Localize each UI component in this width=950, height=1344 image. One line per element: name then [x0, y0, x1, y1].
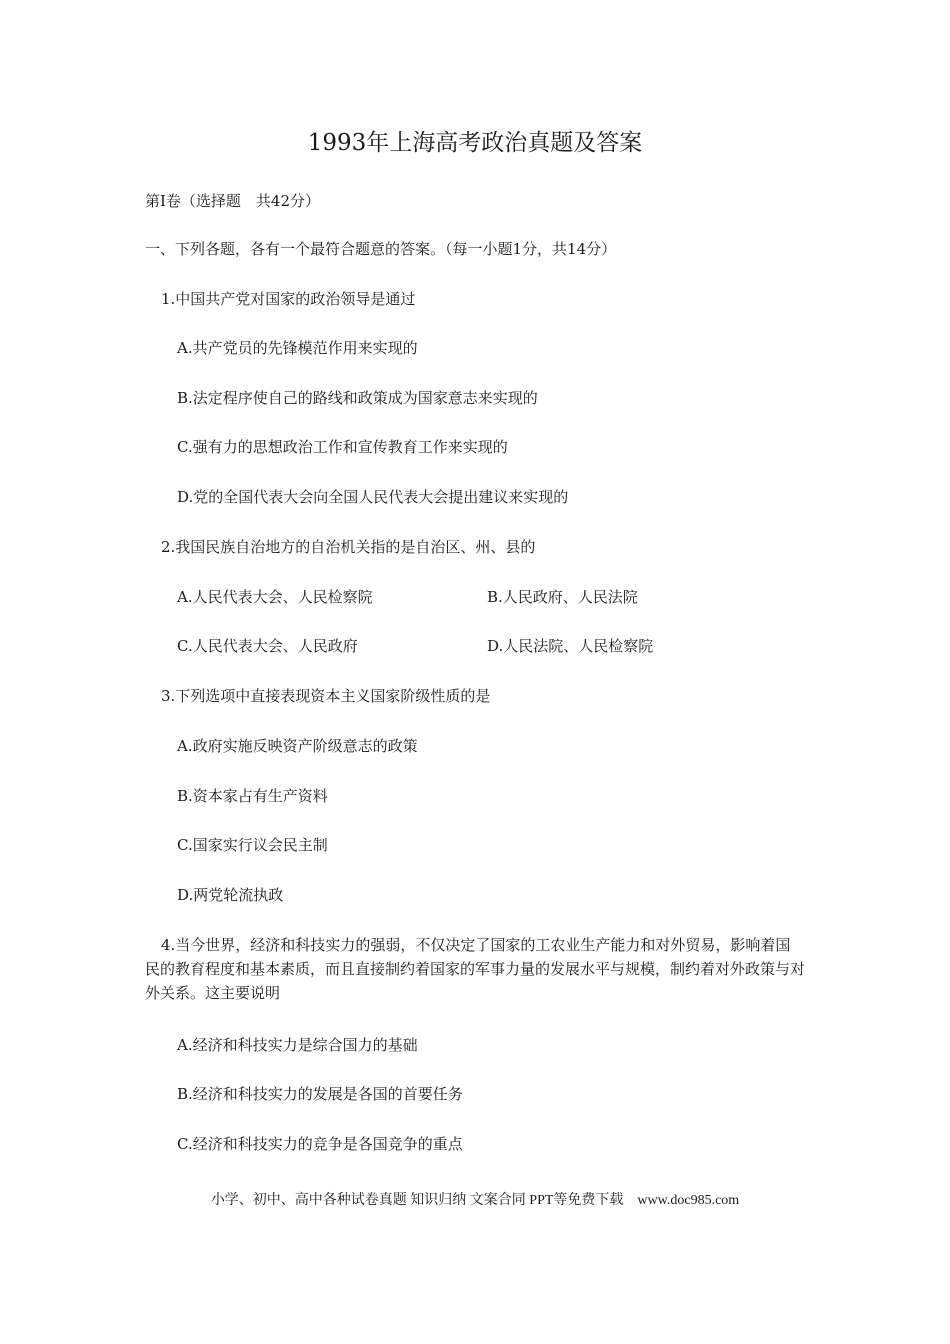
- question-1-stem: 1.中国共产党对国家的政治领导是通过: [161, 290, 416, 308]
- question-3-option-c: C.国家实行议会民主制: [177, 836, 328, 854]
- document-title: 1993年上海高考政治真题及答案: [307, 130, 643, 156]
- volume-heading: 第Ⅰ卷（选择题 共42分）: [145, 192, 321, 210]
- question-3-option-d: D.两党轮流执政: [177, 886, 284, 904]
- section-heading: 一、下列各题，各有一个最符合题意的答案。（每一小题1分，共14分）: [145, 240, 617, 258]
- question-3-option-a: A.政府实施反映资产阶级意志的政策: [177, 737, 418, 755]
- question-4-option-c: C.经济和科技实力的竞争是各国竞争的重点: [177, 1135, 463, 1153]
- page-footer: 小学、初中、高中各种试卷真题 知识归纳 文案合同 PPT等免费下载 www.doc985.com: [210, 1193, 740, 1208]
- question-2-option-b: B.人民政府、人民法院: [487, 588, 638, 606]
- question-4-option-a: A.经济和科技实力是综合国力的基础: [177, 1036, 418, 1054]
- question-1-option-a: A.共产党员的先锋模范作用来实现的: [177, 339, 418, 357]
- question-4-option-b: B.经济和科技实力的发展是各国的首要任务: [177, 1085, 463, 1103]
- question-1-option-b: B.法定程序使自己的路线和政策成为国家意志来实现的: [177, 389, 538, 407]
- question-2-option-d: D.人民法院、人民检察院: [487, 637, 654, 655]
- question-2-option-a: A.人民代表大会、人民检察院: [177, 588, 373, 606]
- question-1-option-d: D.党的全国代表大会向全国人民代表大会提出建议来实现的: [177, 488, 569, 506]
- question-1-option-c: C.强有力的思想政治工作和宣传教育工作来实现的: [177, 438, 508, 456]
- question-4-stem: 4.当今世界，经济和科技实力的强弱，不仅决定了国家的工农业生产能力和对外贸易，影响着国民的教育程度和基本素质，而且直接制约着国家的军事力量的发展水平与规模，制约着对外政策与对外关系。这主要说明: [145, 936, 806, 1002]
- question-2-option-c: C.人民代表大会、人民政府: [177, 637, 358, 655]
- question-2-stem: 2.我国民族自治地方的自治机关指的是自治区、州、县的: [161, 538, 536, 556]
- question-3-option-b: B.资本家占有生产资料: [177, 787, 328, 805]
- question-3-stem: 3.下列选项中直接表现资本主义国家阶级性质的是: [161, 687, 491, 705]
